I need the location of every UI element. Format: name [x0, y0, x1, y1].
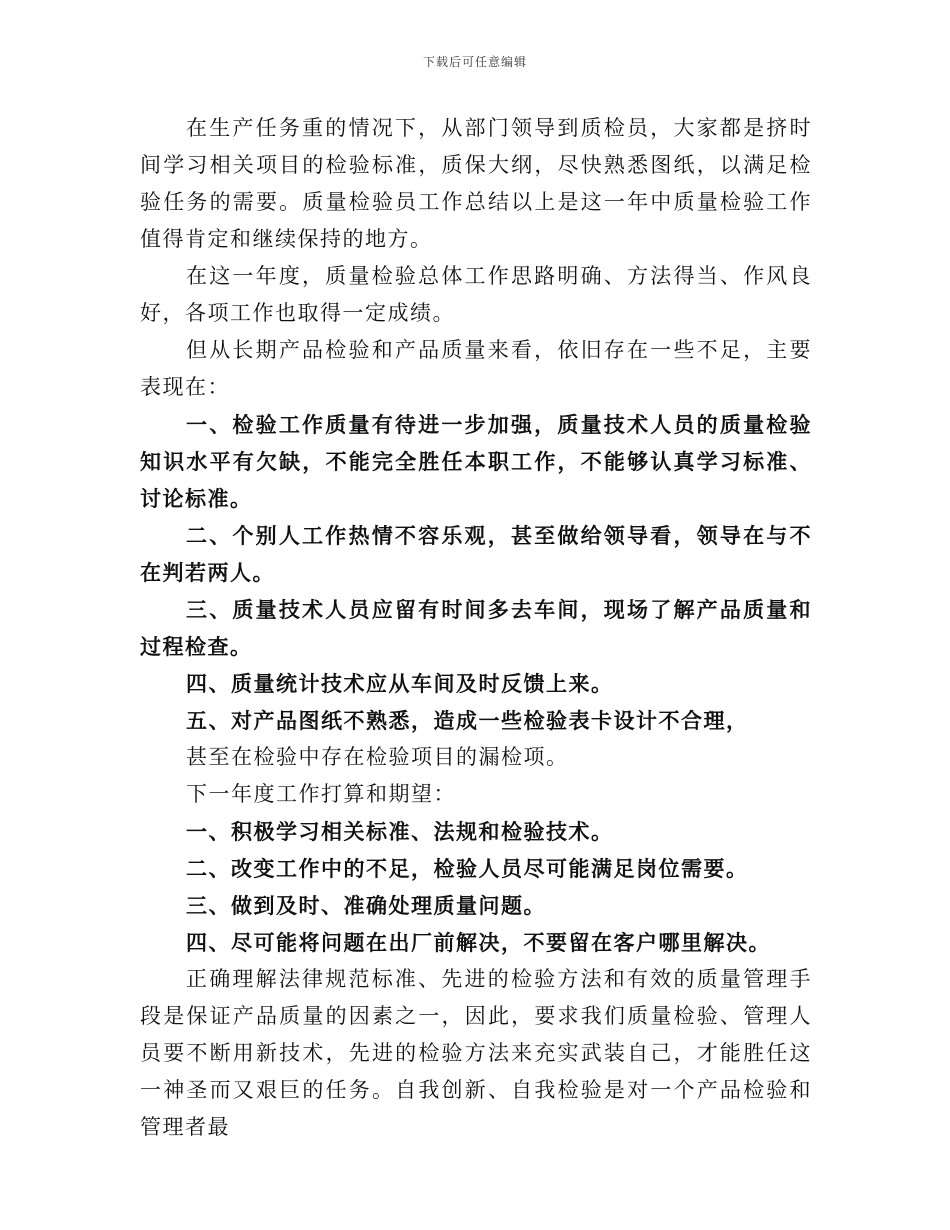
paragraph-12: 二、改变工作中的不足，检验人员尽可能满足岗位需要。 — [186, 856, 749, 881]
paragraph-3: 但从长期产品检验和产品质量来看，依旧存在一些不足，主要表现在： — [140, 338, 812, 399]
paragraph-8: 五、对产品图纸不熟悉，造成一些检验表卡设计不合理， — [186, 708, 749, 733]
paragraph-7: 四、质量统计技术应从车间及时反馈上来。 — [186, 671, 614, 696]
paragraph-11: 一、积极学习相关标准、法规和检验技术。 — [186, 819, 614, 844]
paragraph-15: 正确理解法律规范标准、先进的检验方法和有效的质量管理手段是保证产品质量的因素之一，因此，要求我们质量检验、管理人员要不断用新技术，先进的检验方法来充实武装自己，才能胜任这一神圣而又艰巨的任务。自我创新、自我检验是对一个产品检验和管理者最 — [140, 967, 812, 1139]
paragraph-4: 一、检验工作质量有待进一步加强，质量技术人员的质量检验知识水平有欠缺，不能完全胜任本职工作，不能够认真学习标准、讨论标准。 — [140, 412, 812, 511]
paragraph-1: 在生产任务重的情况下，从部门领导到质检员，大家都是挤时间学习相关项目的检验标准，质保大纲，尽快熟悉图纸，以满足检验任务的需要。质量检验员工作总结以上是这一年中质量检验工作值得肯定和继续保持的地方。 — [140, 116, 812, 251]
paragraph-6: 三、质量技术人员应留有时间多去车间，现场了解产品质量和过程检查。 — [140, 597, 812, 659]
paragraph-14: 四、尽可能将问题在出厂前解决，不要留在客户哪里解决。 — [186, 930, 771, 955]
paragraph-2: 在这一年度，质量检验总体工作思路明确、方法得当、作风良好，各项工作也取得一定成绩。 — [140, 264, 812, 325]
paragraph-9: 甚至在检验中存在检验项目的漏检项。 — [186, 745, 569, 769]
document-body — [140, 110, 812, 1146]
paragraph-13: 三、做到及时、准确处理质量问题。 — [186, 893, 546, 918]
page-header: 下载后可任意编辑 — [422, 55, 527, 69]
paragraph-10: 下一年度工作打算和期望： — [186, 782, 456, 806]
paragraph-5: 二、个别人工作热情不容乐观，甚至做给领导看，领导在与不在判若两人。 — [140, 523, 812, 585]
